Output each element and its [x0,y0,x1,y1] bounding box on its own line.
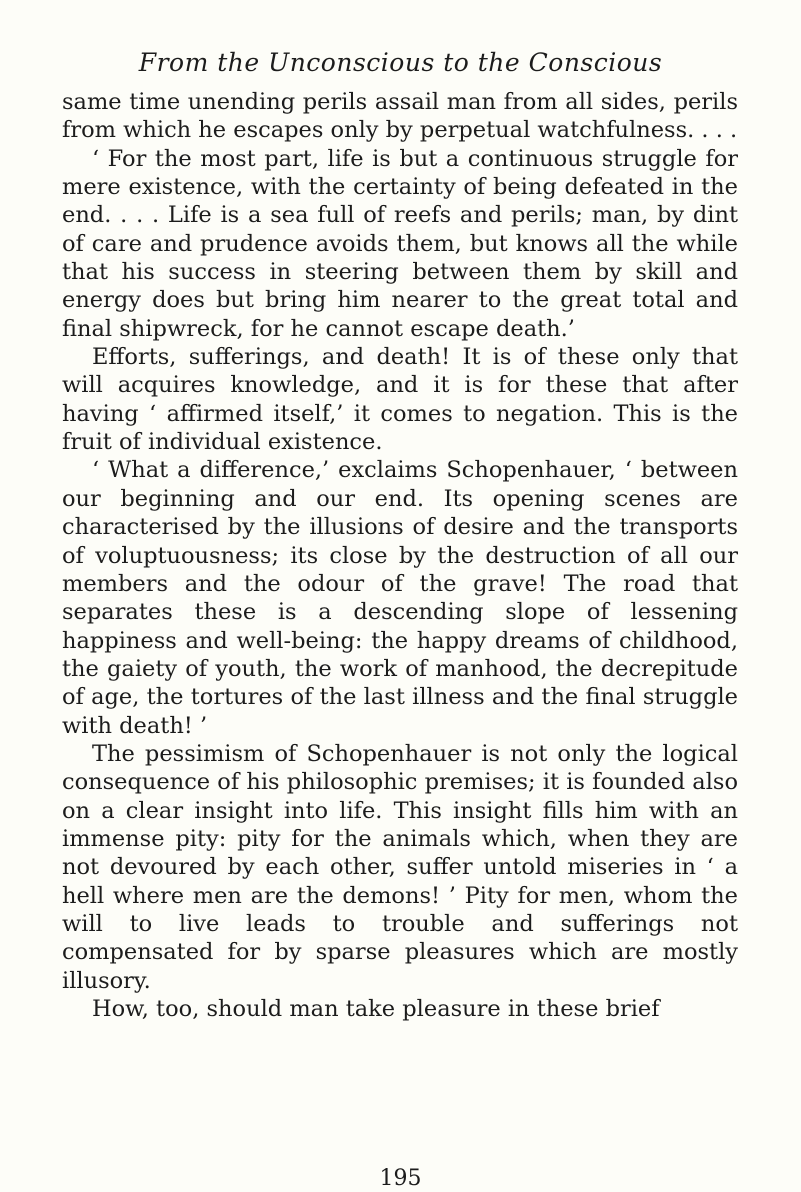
page-number: 195 [379,1166,422,1191]
paragraph-6: How, too, should man take pleasure in these brief [92,996,660,1022]
body-text [62,88,738,1023]
paragraph-4: ‘ What a difference,’ exclaims Schopenhauer, ‘ between our beginning and our end. Its opening scenes are characterised by the illusions of desire and the transports of voluptuousness; its close by the destruction of all our members and the odour of the grave! The road that separates these is a descending slope of lessening happiness and well-being: the happy dreams of childhood, the gaiety of youth, the work of manhood, the decrepitude of age, the tortures of the last illness and the final struggle with death! ’ [62,457,738,739]
paragraph-2: ‘ For the most part, life is but a continuous struggle for mere existence, with the certainty of being defeated in the end. . . . Life is a sea full of reefs and perils; man, by dint of care and prudence avoids them, but knows all the while that his success in steering between them by skill and energy does but bring him nearer to the great total and final shipwreck, for he cannot escape death.’ [62,145,738,342]
paragraph-1: same time unending perils assail man from all sides, perils from which he escapes only by perpetual watchfulness. . . . [62,89,738,144]
paragraph-5: The pessimism of Schopenhauer is not only the logical consequence of his philosophic premises; it is founded also on a clear insight into life. This insight fills him with an immense pity: pity for the animals which, when they are not devoured by each other, suffer untold miseries in ‘ a hell where men are the demons! ’ Pity for men, whom the will to live leads to trouble and sufferings not compensated for by sparse pleasures which are mostly illusory. [62,740,738,994]
paragraph-3: Efforts, sufferings, and death! It is of these only that will acquires knowledge, and it is for these that after having ‘ affirmed itself,’ it comes to negation. This is the fruit of individual existence. [62,344,738,456]
running-title: From the Unconscious to the Conscious [138,48,663,77]
